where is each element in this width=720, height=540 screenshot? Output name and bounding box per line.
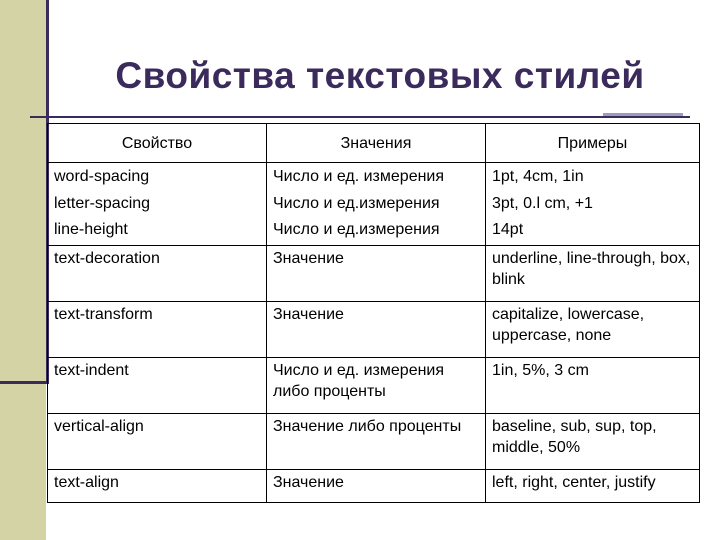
table-row [48,470,700,503]
table-row [48,246,700,302]
cell-values: Число и ед. измерения [267,163,486,192]
cell-values: Значение либо проценты [267,414,486,470]
cell-values: Число и ед.измерения [267,191,486,219]
cell-examples: 1pt, 4cm, 1in [486,163,700,192]
cell-examples: baseline, sub, sup, top, middle, 50% [486,414,700,470]
cell-values: Число и ед. измерения либо проценты [267,358,486,414]
table-header-row [48,124,700,163]
cell-values: Значение [267,302,486,358]
header-values: Значения [267,124,486,163]
header-property: Свойство [48,124,267,163]
table-row [48,302,700,358]
cell-property: word-spacing [48,163,267,192]
text-styles-table [47,123,700,503]
cell-property: line-height [48,219,267,246]
table-row [48,414,700,470]
header-examples: Примеры [486,124,700,163]
cell-property: text-decoration [48,246,267,302]
cell-examples: 3pt, 0.l cm, +1 [486,191,700,219]
cell-examples: 14pt [486,219,700,246]
cell-property: letter-spacing [48,191,267,219]
table-row [48,163,700,192]
cell-examples: underline, line-through, box, blink [486,246,700,302]
cell-property: text-transform [48,302,267,358]
left-decor-tick [0,381,49,384]
cell-examples: capitalize, lowercase, uppercase, none [486,302,700,358]
table-row [48,219,700,246]
cell-examples: 1in, 5%, 3 cm [486,358,700,414]
cell-values: Число и ед.измерения [267,219,486,246]
cell-values: Значение [267,470,486,503]
cell-examples: left, right, center, justify [486,470,700,503]
title-underline-rule [30,116,690,118]
cell-property: text-indent [48,358,267,414]
cell-values: Значение [267,246,486,302]
slide-title: Свойства текстовых стилей [115,55,645,96]
cell-property: vertical-align [48,414,267,470]
table-row [48,191,700,219]
table-row [48,358,700,414]
cell-property: text-align [48,470,267,503]
